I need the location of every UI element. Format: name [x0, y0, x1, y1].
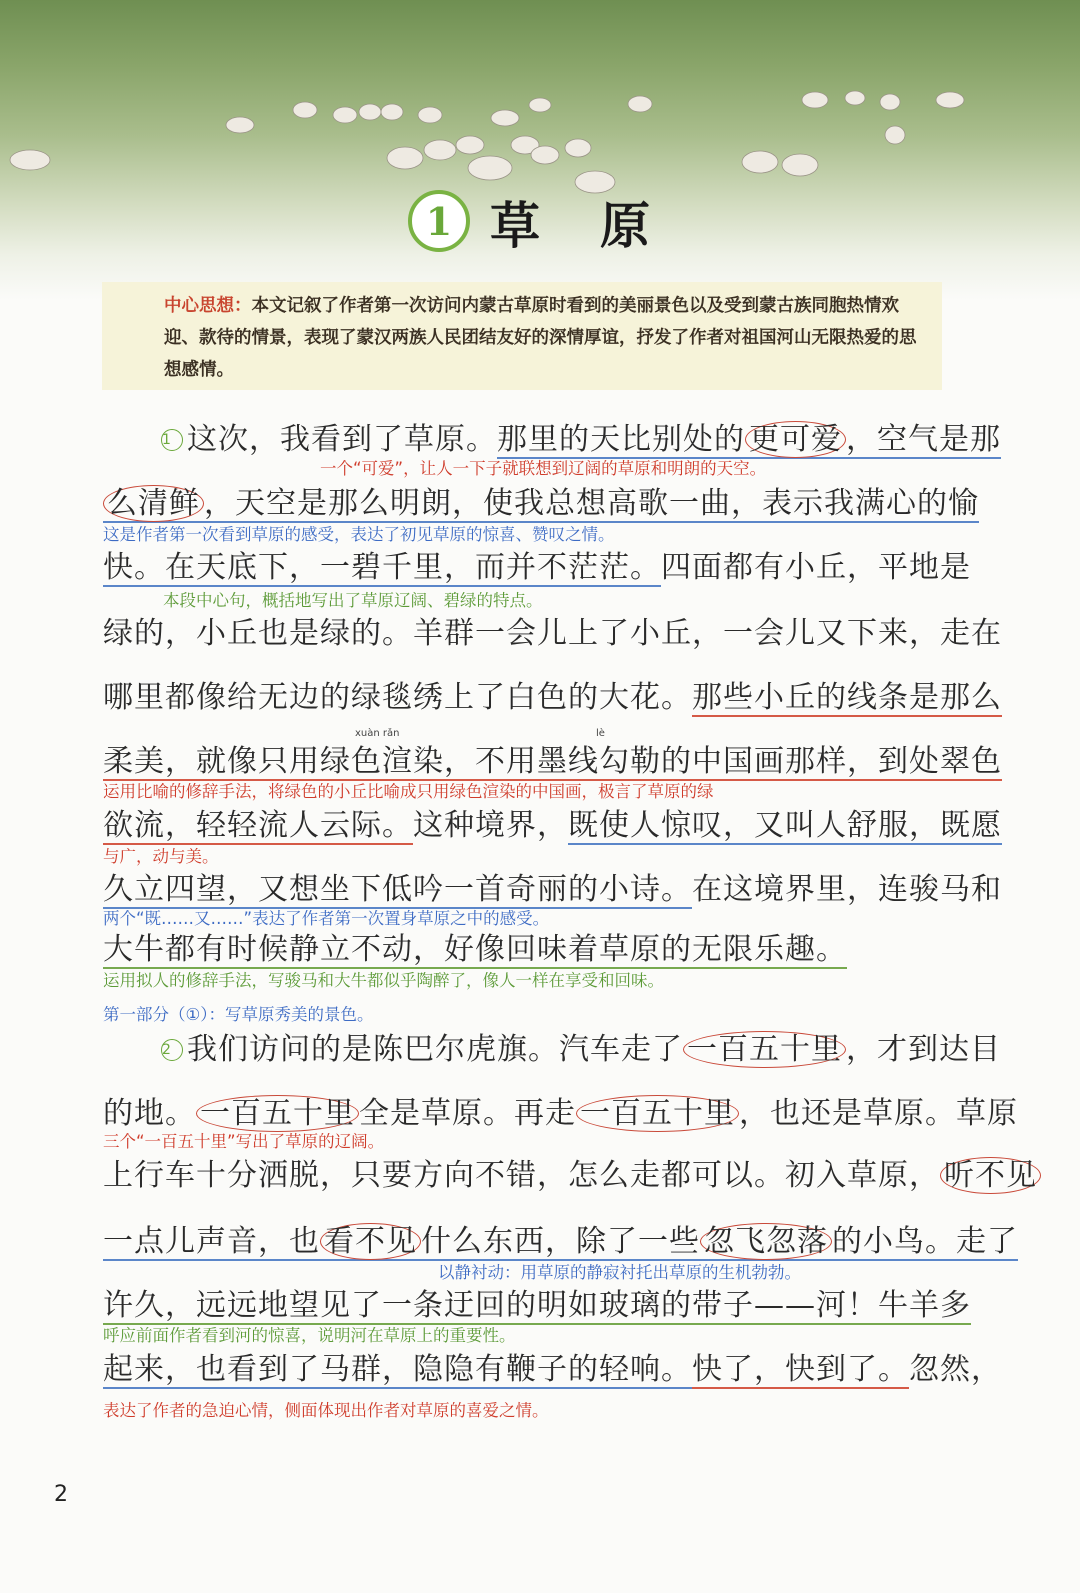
circled-word: 听不见 — [940, 1157, 1041, 1194]
text-line — [103, 1350, 1002, 1390]
annotation-blue: 这是作者第一次看到草原的感受，表达了初见草原的惊喜、赞叹之情。 — [103, 525, 615, 544]
underlined-phrase: 久立四望，又想坐下低吟一首奇丽的小诗。 — [103, 872, 692, 907]
circled-word: 忽飞忽落 — [700, 1223, 832, 1260]
line-segment: 绿的，小丘也是绿的。羊群一会儿上了小丘，一会儿又下来，走在 — [103, 616, 1002, 651]
annotation-red: 与广，动与美。 — [103, 847, 219, 866]
lesson-title: 草原 — [490, 196, 710, 255]
text-line — [103, 1156, 1037, 1196]
annotation-red: 运用比喻的修辞手法，将绿色的小丘比喻成只用绿色渲染的中国画，极言了草原的绿 — [103, 782, 714, 801]
page-number: 2 — [54, 1482, 68, 1507]
text-line — [103, 870, 1002, 910]
circled-word: 一百五十里 — [576, 1095, 739, 1132]
underlined-phrase: 许久，远远地望见了一条迂回的明如玻璃的带子——河！牛羊多 — [103, 1288, 971, 1323]
annotation-blue: 以静衬动：用草原的静寂衬托出草原的生机勃勃。 — [438, 1263, 801, 1282]
underlined-phrase — [103, 1224, 1018, 1261]
text-line — [103, 1030, 1001, 1070]
line-segment: 的小鸟。走了 — [832, 1224, 1018, 1259]
header-banner — [0, 0, 1080, 300]
annotation-blue: 两个“既……又……”表达了作者第一次置身草原之中的感受。 — [103, 909, 550, 928]
annotation-red: 表达了作者的急迫心情，侧面体现出作者对草原的喜爱之情。 — [103, 1401, 549, 1420]
text-line — [103, 1094, 1018, 1134]
annotation-red: 三个“一百五十里”写出了草原的辽阔。 — [103, 1132, 385, 1151]
line-segment: ，才到达目 — [846, 1032, 1001, 1067]
underlined-phrase: 快。在天底下，一碧千里，而并不茫茫。 — [103, 550, 661, 585]
part-summary: 第一部分（①）：写草原秀美的景色。 — [103, 1005, 374, 1024]
text-line — [103, 1222, 1018, 1262]
text-line — [103, 742, 1002, 782]
text-line — [103, 678, 1002, 718]
line-segment: ，空气是那 — [846, 422, 1001, 457]
underlined-phrase: 那些小丘的线条是那么 — [692, 680, 1002, 715]
central-idea-box — [102, 282, 942, 390]
underlined-phrase: 快了，快到了。 — [692, 1352, 909, 1387]
text-line — [103, 1286, 971, 1326]
line-segment: 哪里都像给无边的绿毯绣上了白色的大花。 — [103, 680, 692, 715]
line-segment: 的地。 — [103, 1096, 196, 1131]
underlined-phrase — [103, 486, 979, 523]
line-segment: 这次，我看到了草原。 — [187, 422, 497, 457]
text-line — [103, 420, 1001, 460]
paragraph-number-1: 1 — [161, 429, 183, 451]
circled-word: 看不见 — [320, 1223, 421, 1260]
line-segment: ，天空是那么明朗，使我总想高歌一曲，表示我满心的愉 — [204, 486, 979, 521]
underlined-phrase: 欲流，轻轻流人云际。 — [103, 808, 413, 843]
line-segment: 我们访问的是陈巴尔虎旗。汽车走了 — [187, 1032, 683, 1067]
pinyin-gloss: lè — [596, 728, 605, 739]
annotation-green: 呼应前面作者看到河的惊喜，说明河在草原上的重要性。 — [103, 1326, 516, 1345]
line-segment: 在这境界里，连骏马和 — [692, 872, 1002, 907]
circled-word: 一百五十里 — [683, 1031, 846, 1068]
underlined-phrase: 柔美，就像只用绿色渲染，不用墨线勾勒的中国画那样，到处翠色 — [103, 744, 1002, 779]
text-line — [103, 484, 979, 524]
line-segment: 那里的天比别处的 — [497, 422, 745, 457]
line-segment: 四面都有小丘，平地是 — [661, 550, 971, 585]
text-line — [103, 930, 943, 970]
line-segment: ，也还是草原。草原 — [739, 1096, 1018, 1131]
text-line — [103, 548, 971, 588]
circled-word: 么清鲜 — [103, 485, 204, 522]
line-segment: 什么东西，除了一些 — [421, 1224, 700, 1259]
underlined-phrase: 既使人惊叹，又叫人舒服，既愿 — [568, 808, 1002, 843]
annotation-green: 本段中心句，概括地写出了草原辽阔、碧绿的特点。 — [163, 591, 543, 610]
line-segment: 忽然， — [909, 1352, 1002, 1387]
line-segment: 上行车十分洒脱，只要方向不错，怎么走都可以。初入草原， — [103, 1158, 940, 1193]
line-segment: 这种境界， — [413, 808, 568, 843]
lesson-number-badge: 1 — [408, 190, 470, 252]
underlined-phrase: 起来，也看到了马群，隐隐有鞭子的轻响。 — [103, 1352, 692, 1387]
central-idea-label: 中心思想： — [164, 296, 252, 316]
circled-word: 一百五十里 — [196, 1095, 359, 1132]
pinyin-gloss: xuàn rǎn — [355, 728, 400, 739]
circled-word: 更可爱 — [745, 421, 846, 458]
text-line — [103, 806, 1002, 846]
text-line — [103, 614, 1002, 654]
underlined-phrase — [497, 422, 1001, 459]
annotation-green: 运用拟人的修辞手法，写骏马和大牛都似乎陶醉了，像人一样在享受和回味。 — [103, 971, 664, 990]
central-idea-text: 本文记叙了作者第一次访问内蒙古草原时看到的美丽景色以及受到蒙古族同胞热情欢迎、款待的情景，表现了蒙汉两族人民团结友好的深情厚谊，抒发了作者对祖国河山无限热爱的思想感情。 — [164, 296, 917, 380]
underlined-phrase: 大牛都有时候静立不动，好像回味着草原的无限乐趣。 — [103, 932, 847, 967]
annotation-red: 一个“可爱”，让人一下子就联想到辽阔的草原和明朗的天空。 — [320, 459, 767, 478]
line-segment: 全是草原。再走 — [359, 1096, 576, 1131]
line-segment: 一点儿声音，也 — [103, 1224, 320, 1259]
paragraph-number-2: 2 — [161, 1039, 183, 1061]
